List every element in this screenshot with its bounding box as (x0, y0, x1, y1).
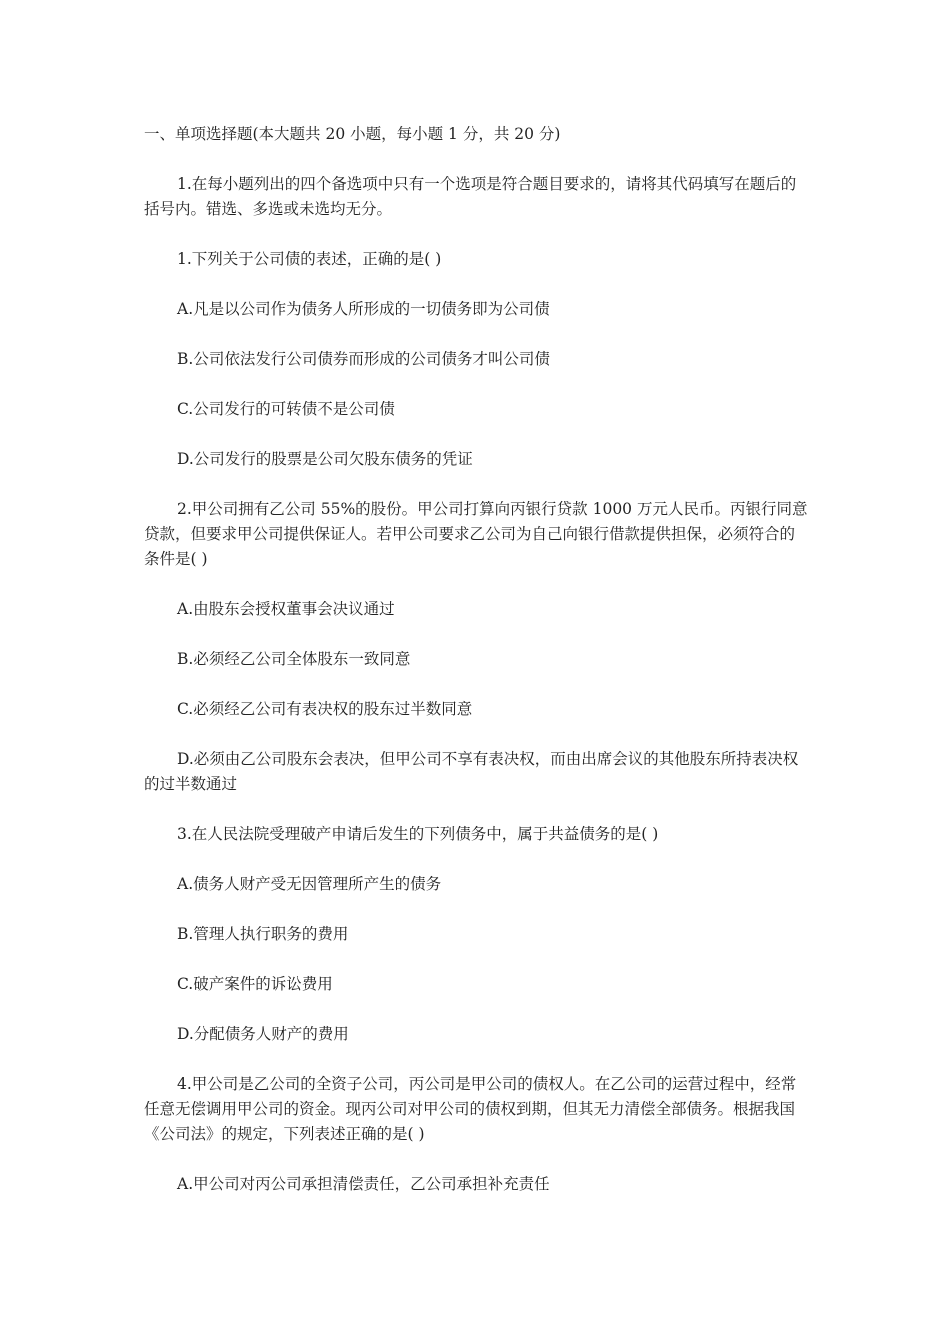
question-stem: 4.甲公司是乙公司的全资子公司，丙公司是甲公司的债权人。在乙公司的运营过程中，经常任意无偿调用甲公司的资金。现丙公司对甲公司的债权到期，但其无力清偿全部债务。根据我国《公司法》的规定，下列表述正确的是( ) (144, 1075, 797, 1143)
question-option: B.必须经乙公司全体股东一致同意 (177, 650, 411, 668)
instructions-paragraph: 1.在每小题列出的四个备选项中只有一个选项是符合题目要求的，请将其代码填写在题后的括号内。错选、多选或未选均无分。 (144, 175, 797, 218)
question-option: D.分配债务人财产的费用 (177, 1025, 349, 1043)
question-option: D.公司发行的股票是公司欠股东债务的凭证 (177, 450, 473, 468)
question-stem: 1.下列关于公司债的表述，正确的是( ) (177, 250, 442, 268)
question-option: B.公司依法发行公司债券而形成的公司债务才叫公司债 (177, 350, 550, 368)
question-stem: 2.甲公司拥有乙公司 55%的股份。甲公司打算向丙银行贷款 1000 万元人民币。丙银行同意贷款，但要求甲公司提供保证人。若甲公司要求乙公司为自己向银行借款提供担保，必须符合的条件是( ) (144, 500, 808, 568)
question-option: A.甲公司对丙公司承担清偿责任，乙公司承担补充责任 (177, 1175, 550, 1193)
question-option: B.管理人执行职务的费用 (177, 925, 349, 943)
question-option: D.必须由乙公司股东会表决，但甲公司不享有表决权，而由出席会议的其他股东所持表决权的过半数通过 (144, 750, 799, 793)
question-stem: 3.在人民法院受理破产申请后发生的下列债务中，属于共益债务的是( ) (177, 825, 659, 843)
document-body (144, 122, 808, 1222)
question-option: C.必须经乙公司有表决权的股东过半数同意 (177, 700, 473, 718)
section-heading: 一、单项选择题(本大题共 20 小题，每小题 1 分，共 20 分) (144, 125, 561, 143)
question-option: C.破产案件的诉讼费用 (177, 975, 333, 993)
question-option: A.债务人财产受无因管理所产生的债务 (177, 875, 442, 893)
question-option: C.公司发行的可转债不是公司债 (177, 400, 395, 418)
question-option: A.由股东会授权董事会决议通过 (177, 600, 395, 618)
question-option: A.凡是以公司作为债务人所形成的一切债务即为公司债 (177, 300, 550, 318)
